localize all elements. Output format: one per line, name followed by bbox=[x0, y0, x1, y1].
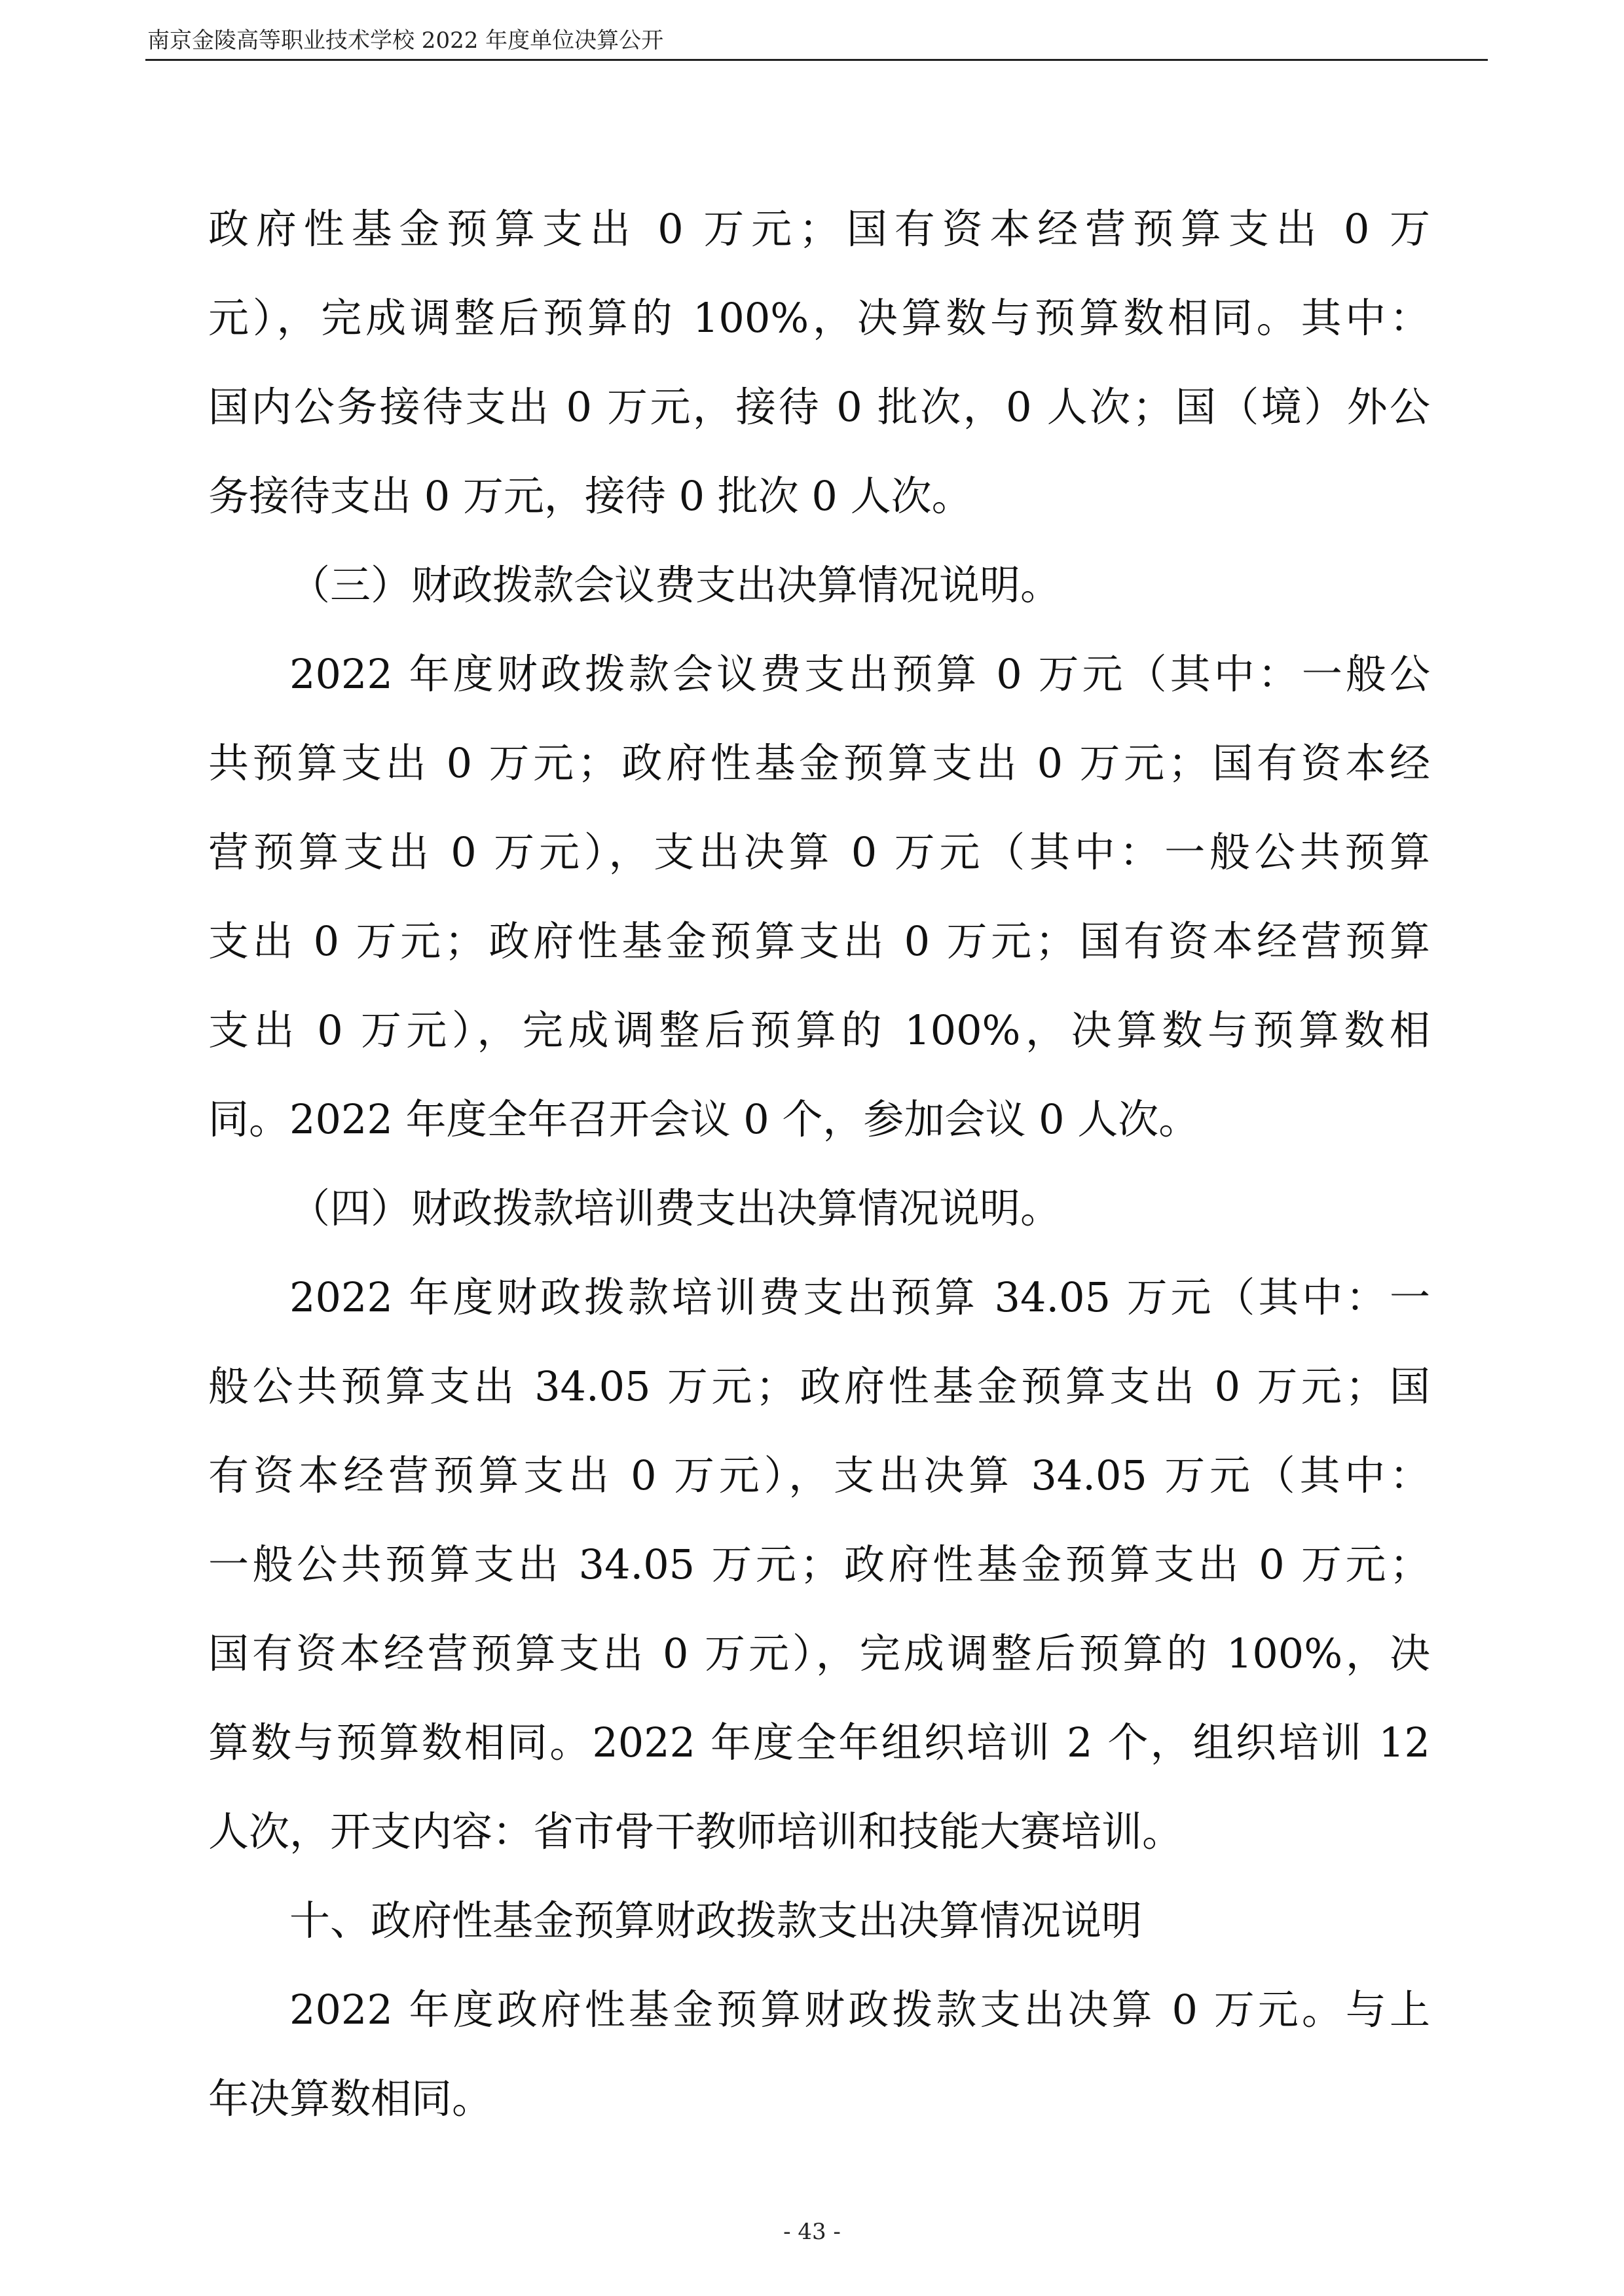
paragraph-line: 2022 年度财政拨款会议费支出预算 0 万元（其中：一般公 bbox=[289, 650, 1430, 698]
paragraph-line: 元），完成调整后预算的 100%，决算数与预算数相同。其中： bbox=[208, 294, 1430, 342]
paragraph-line: 共预算支出 0 万元；政府性基金预算支出 0 万元；国有资本经 bbox=[208, 739, 1430, 787]
page-header-title: 南京金陵高等职业技术学校 2022 年度单位决算公开 bbox=[147, 27, 664, 54]
paragraph-line: 政府性基金预算支出 0 万元；国有资本经营预算支出 0 万 bbox=[208, 205, 1430, 253]
paragraph-line: 算数与预算数相同。2022 年度全年组织培训 2 个，组织培训 12 bbox=[208, 1719, 1430, 1766]
paragraph-line: 国有资本经营预算支出 0 万元），完成调整后预算的 100%，决 bbox=[208, 1630, 1430, 1677]
paragraph-line: 营预算支出 0 万元），支出决算 0 万元（其中：一般公共预算 bbox=[208, 828, 1430, 876]
section-heading-meeting-fees: （三）财政拨款会议费支出决算情况说明。 bbox=[289, 561, 1061, 609]
paragraph-line: 同。2022 年度全年召开会议 0 个，参加会议 0 人次。 bbox=[208, 1095, 1200, 1143]
section-heading-training-fees: （四）财政拨款培训费支出决算情况说明。 bbox=[289, 1184, 1061, 1232]
paragraph-line: 一般公共预算支出 34.05 万元；政府性基金预算支出 0 万元； bbox=[208, 1540, 1430, 1588]
page-number: - 43 - bbox=[783, 2219, 841, 2245]
paragraph-line: 国内公务接待支出 0 万元，接待 0 批次，0 人次；国（境）外公 bbox=[208, 383, 1430, 431]
paragraph-line: 务接待支出 0 万元，接待 0 批次 0 人次。 bbox=[208, 472, 972, 520]
paragraph-line: 2022 年度财政拨款培训费支出预算 34.05 万元（其中：一 bbox=[289, 1273, 1430, 1321]
paragraph-line: 支出 0 万元），完成调整后预算的 100%，决算数与预算数相 bbox=[208, 1006, 1430, 1054]
paragraph-line: 有资本经营预算支出 0 万元），支出决算 34.05 万元（其中： bbox=[208, 1451, 1430, 1499]
paragraph-line: 支出 0 万元；政府性基金预算支出 0 万元；国有资本经营预算 bbox=[208, 917, 1430, 965]
paragraph-line: 般公共预算支出 34.05 万元；政府性基金预算支出 0 万元；国 bbox=[208, 1362, 1430, 1410]
document-body bbox=[208, 185, 1430, 2143]
header-divider bbox=[145, 59, 1488, 61]
paragraph-line: 2022 年度政府性基金预算财政拨款支出决算 0 万元。与上 bbox=[289, 1986, 1430, 2033]
paragraph-line: 人次，开支内容：省市骨干教师培训和技能大赛培训。 bbox=[208, 1808, 1183, 1855]
section-heading-government-fund: 十、政府性基金预算财政拨款支出决算情况说明 bbox=[289, 1897, 1143, 1944]
paragraph-line: 年决算数相同。 bbox=[208, 2075, 493, 2123]
